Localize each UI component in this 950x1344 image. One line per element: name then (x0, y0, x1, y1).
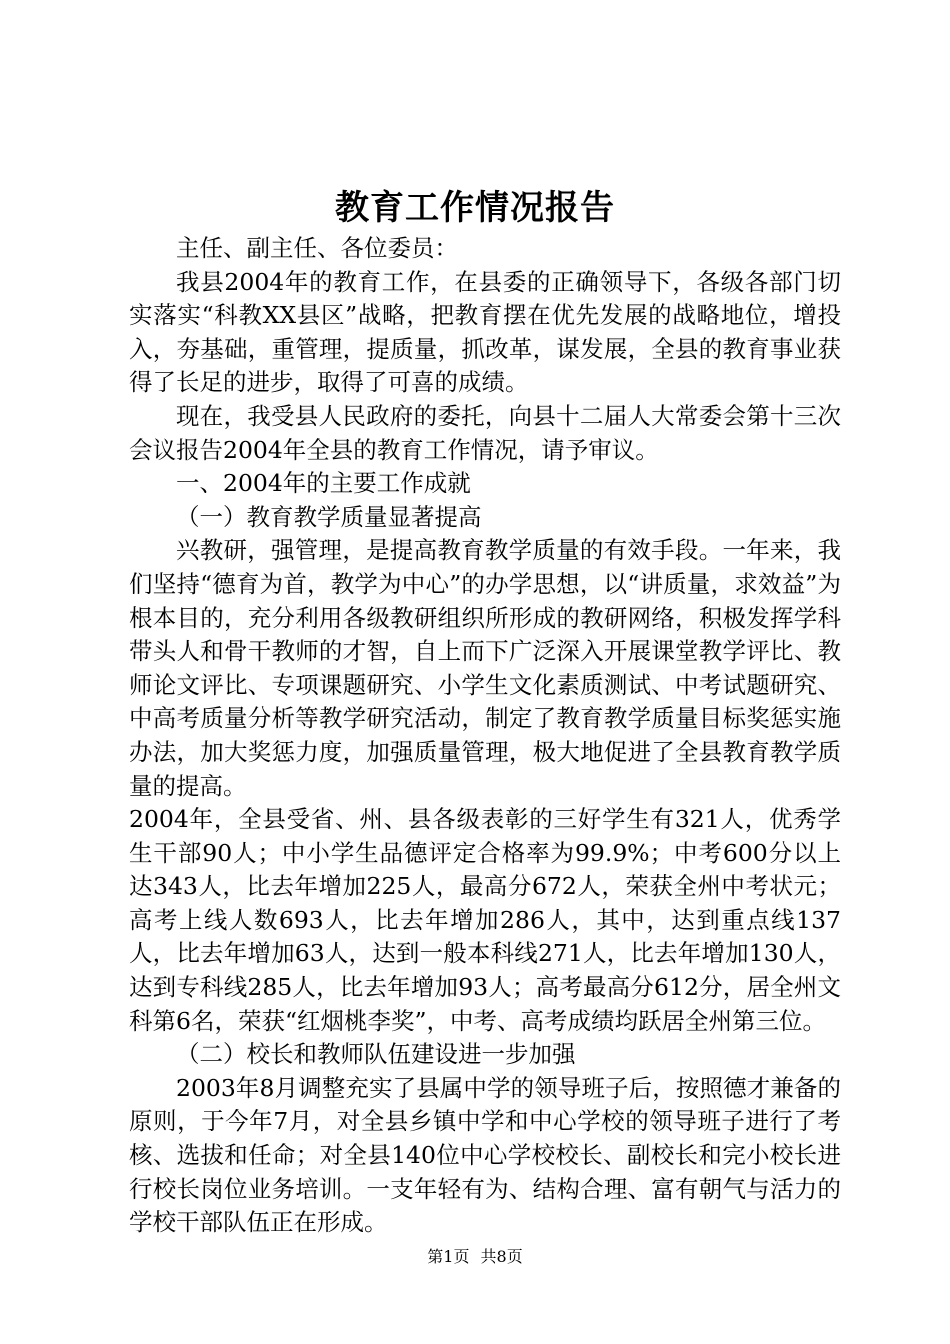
salutation: 主任、副主任、各位委员： (176, 234, 458, 262)
section-heading-achievements: 一、2004年的主要工作成就 (176, 469, 471, 498)
page-number: 第1页 (427, 1247, 470, 1266)
subsection-heading-quality: （一）教育教学质量显著提高 (176, 502, 482, 531)
paragraph-teaching-research: 兴教研，强管理，是提高教育教学质量的有效手段。一年来，我们坚持“德育为首，教学为中心”的办学思想，以“讲质量，求效益”为根本目的，充分利用各级教研组织所形成的教研网络，积极发挥学科带头人和骨干教师的才智，自上而下广泛深入开展课堂教学评比、教师论文评比、专项课题研究、小学生文化素质测试、中考试题研究、中高考质量分析等教学研究活动，制定了教育教学质量目标奖惩实施办法，加大奖惩力度，加强质量管理，极大地促进了全县教育教学质量的提高。 (129, 536, 841, 800)
page-title: 教育工作情况报告 (335, 188, 615, 228)
page-total: 共8页 (480, 1247, 523, 1266)
page-footer (0, 1246, 950, 1268)
paragraph-leadership: 2003年8月调整充实了县属中学的领导班子后，按照德才兼备的原则，于今年7月，对全县乡镇中学和中心学校的领导班子进行了考核、选拔和任命；对全县140位中心学校校长、副校长和完小校长进行校长岗位业务培训。一支年轻有为、结构合理、富有朝气与活力的学校干部队伍正在形成。 (129, 1073, 841, 1237)
paragraph-intro: 我县2004年的教育工作，在县委的正确领导下，各级各部门切实落实“科教XX县区”战略，把教育摆在优先发展的战略地位，增投入，夯基础，重管理，提质量，抓改革，谋发展，全县的教育事业获得了长足的进步，取得了可喜的成绩。 (129, 267, 841, 397)
paragraph-report-purpose: 现在，我受县人民政府的委托，向县十二届人大常委会第十三次会议报告2004年全县的教育工作情况，请予审议。 (129, 401, 841, 464)
paragraph-statistics: 2004年，全县受省、州、县各级表彰的三好学生有321人，优秀学生干部90人；中小学生品德评定合格率为99.9%；中考600分以上达343人，比去年增加225人，最高分672人，荣获全州中考状元；高考上线人数693人，比去年增加286人，其中，达到重点线137人，比去年增加63人，达到一般本科线271人，比去年增加130人，达到专科线285人，比去年增加93人；高考最高分612分，居全州文科第6名，荣获“红烟桃李奖”，中考、高考成绩均跃居全州第三位。 (129, 805, 841, 1035)
subsection-heading-staff: （二）校长和教师队伍建设进一步加强 (176, 1040, 576, 1069)
document-body (129, 232, 841, 1240)
